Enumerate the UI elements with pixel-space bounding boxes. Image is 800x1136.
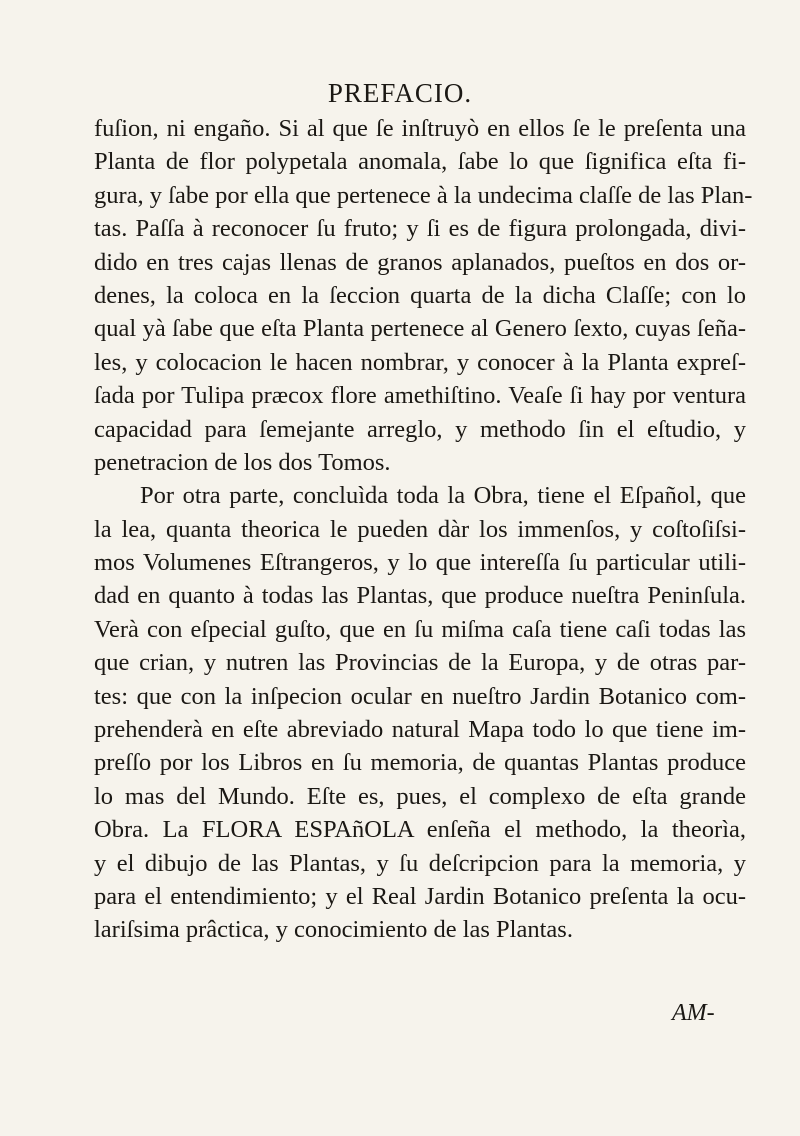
running-head: PREFACIO. <box>327 78 473 108</box>
text-line: lariſsima prâctica, y conocimiento de las Plantas. <box>94 916 573 944</box>
text-line: Obra. La FLORA ESPAñOLA enſeña el methodo, la theorìa, <box>94 816 746 844</box>
text-line: tas. Paſſa à reconocer ſu fruto; y ſi es de figura prolongada, divi- <box>94 215 746 243</box>
text-line: prehenderà en eſte abreviado natural Mapa todo lo que tiene im- <box>94 716 746 744</box>
body-text <box>94 112 753 947</box>
catchword: AM- <box>672 1000 715 1026</box>
text-line: dad en quanto à todas las Plantas, que produce nueſtra Peninſula. <box>94 582 746 610</box>
text-line: la lea, quanta theorica le pueden dàr los immenſos, y coſtoſiſsi- <box>94 515 746 543</box>
text-line: gura, y ſabe por ella que pertenece à la undecima claſſe de las Plan- <box>94 181 753 209</box>
text-line: capacidad para ſemejante arreglo, y methodo ſin el eſtudio, y <box>94 415 746 443</box>
text-line: tes: que con la inſpecion ocular en nueſtro Jardin Botanico com- <box>94 682 746 710</box>
text-line: que crian, y nutren las Provincias de la Europa, y de otras par- <box>94 649 746 677</box>
text-line: para el entendimiento; y el Real Jardin Botanico preſenta la ocu- <box>94 882 746 910</box>
text-line: Planta de flor polypetala anomala, ſabe lo que ſignifica eſta fi- <box>94 148 746 176</box>
text-line: mos Volumenes Eſtrangeros, y lo que intereſſa ſu particular utili- <box>94 549 746 577</box>
text-line: les, y colocacion le hacen nombrar, y conocer à la Planta expreſ- <box>94 348 746 376</box>
text-line: y el dibujo de las Plantas, y ſu deſcripcion para la memoria, y <box>94 849 746 877</box>
text-line: Por otra parte, concluìda toda la Obra, tiene el Eſpañol, que <box>140 482 746 510</box>
text-line: preſſo por los Libros en ſu memoria, de quantas Plantas produce <box>94 749 746 777</box>
text-line: fuſion, ni engaño. Si al que ſe inſtruyò en ellos ſe le preſenta una <box>94 115 746 142</box>
text-line: penetracion de los dos Tomos. <box>94 448 391 476</box>
text-line: lo mas del Mundo. Eſte es, pues, el complexo de eſta grande <box>94 782 746 810</box>
text-line: denes, la coloca en la ſeccion quarta de la dicha Claſſe; con lo <box>94 281 746 309</box>
text-line: qual yà ſabe que eſta Planta pertenece al Genero ſexto, cuyas ſeña- <box>94 315 746 343</box>
text-line: ſada por Tulipa præcox flore amethiſtino. Veaſe ſi hay por ventura <box>94 382 746 410</box>
text-line: dido en tres cajas llenas de granos aplanados, pueſtos en dos or- <box>94 248 746 276</box>
text-line: Verà con eſpecial guſto, que en ſu miſma caſa tiene caſi todas las <box>94 615 746 643</box>
